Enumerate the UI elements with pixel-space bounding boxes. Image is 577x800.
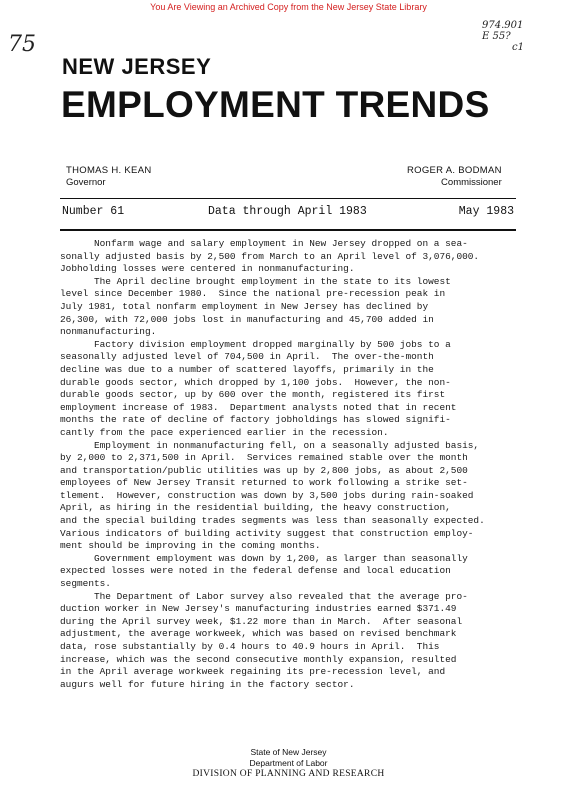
footer-department: Department of Labor: [249, 758, 328, 768]
body-line: sonally adjusted basis by 2,500 from March to an April level of 3,076,000.: [60, 250, 480, 262]
body-line: segments.: [60, 578, 111, 590]
issue-date: May 1983: [458, 205, 514, 218]
body-line: Employment in nonmanufacturing fell, on a seasonally adjusted basis,: [60, 439, 480, 451]
footer-division: DIVISION OF PLANNING AND RESEARCH: [192, 769, 385, 779]
archive-banner: You Are Viewing an Archived Copy from the New Jersey State Library: [150, 2, 427, 12]
masthead-state: NEW JERSEY: [62, 54, 212, 79]
commissioner-title: Commissioner: [441, 177, 502, 188]
governor-name: THOMAS H. KEAN: [66, 165, 152, 176]
body-line: decline was due to a number of scattered layoffs, primarily in the: [60, 363, 434, 375]
body-line: adjustment, the average workweek, which was based on revised benchmark: [60, 628, 457, 640]
body-line: July 1981, total nonfarm employment in New Jersey has declined by: [60, 300, 429, 312]
body-line: tlement. However, construction was down by 3,500 jobs during rain-soaked: [60, 489, 474, 501]
catalog-line: 974.901: [482, 20, 524, 31]
body-line: nonmanufacturing.: [60, 326, 157, 338]
body-line: in the April average workweek regaining its pre-recession level, and: [60, 666, 446, 678]
body-line: Government employment was down by 1,200, as larger than seasonally: [60, 552, 468, 564]
body-line: Jobholding losses were centered in nonmanufacturing.: [60, 263, 355, 275]
body-line: months the rate of decline of factory jobholdings has slowed signifi-: [60, 414, 451, 426]
body-line: Factory division employment dropped marginally by 500 jobs to a: [60, 338, 451, 350]
commissioner-block: [407, 165, 502, 189]
body-line: employees of New Jersey Transit returned to work following a strike set-: [60, 477, 468, 489]
body-line: duction worker in New Jersey's manufacturing industries earned $371.49: [60, 603, 457, 615]
body-line: by 2,000 to 2,371,500 in April. Services remained stable over the month: [60, 452, 468, 464]
body-line: ment should be improving in the coming months.: [60, 540, 321, 552]
divider-top: [60, 198, 516, 199]
commissioner-name: ROGER A. BODMAN: [407, 165, 502, 176]
divider-bottom: [60, 229, 516, 231]
footer-state: State of New Jersey: [250, 747, 327, 757]
body-line: durable goods sector, which dropped by 1,100 jobs. However, the non-: [60, 376, 451, 388]
body-line: April, as hiring in the residential building, the heavy construction,: [60, 502, 451, 514]
body-line: employment increase of 1983. Department analysts noted that in recent: [60, 401, 457, 413]
body-line: data, rose substantially by 0.4 hours to 40.9 hours in April. This: [60, 641, 440, 652]
body-line: during the April survey week, $1.22 more than in March. After seasonal: [60, 615, 463, 627]
article-body: [60, 238, 530, 691]
publisher-footer: [0, 747, 577, 780]
governor-block: [66, 165, 152, 189]
masthead-title: EMPLOYMENT TRENDS: [61, 84, 490, 125]
body-line: and transportation/public utilities was up by 2,800 jobs, as about 2,500: [60, 464, 468, 476]
issue-info-bar: [62, 205, 514, 221]
handwritten-catalog-number: [482, 20, 572, 53]
body-line: Nonfarm wage and salary employment in New Jersey dropped on a sea-: [60, 238, 468, 249]
catalog-line: c1: [512, 42, 524, 53]
body-line: The April decline brought employment in the state to its lowest: [60, 275, 451, 287]
body-line: increase, which was the second consecutive monthly expansion, resulted: [60, 653, 457, 665]
body-line: Various indicators of building activity suggest that construction employ-: [60, 527, 474, 539]
body-line: 26,300, with 72,000 jobs lost in manufacturing and 45,700 added in: [60, 313, 434, 325]
handwritten-page-number: 75: [8, 32, 36, 57]
catalog-line: E 55?: [482, 31, 511, 42]
body-line: augurs well for future hiring in the factory sector.: [60, 678, 355, 690]
body-line: The Department of Labor survey also revealed that the average pro-: [60, 590, 468, 602]
issue-number: Number 61: [62, 205, 125, 218]
body-line: level since December 1980. Since the national pre-recession peak in: [60, 288, 446, 300]
body-line: expected losses were noted in the federal defense and local education: [60, 565, 451, 577]
body-line: seasonally adjusted level of 704,500 in April. The over-the-month: [60, 351, 434, 363]
data-through-label: Data through April 1983: [208, 205, 367, 218]
body-line: cantly from the pace experienced earlier in the recession.: [60, 426, 389, 438]
governor-title: Governor: [66, 177, 106, 188]
body-line: durable goods sector, up by 600 over the month, registered its first: [60, 389, 446, 401]
body-line: and the special building trades segments was less than seasonally expected.: [60, 515, 485, 527]
